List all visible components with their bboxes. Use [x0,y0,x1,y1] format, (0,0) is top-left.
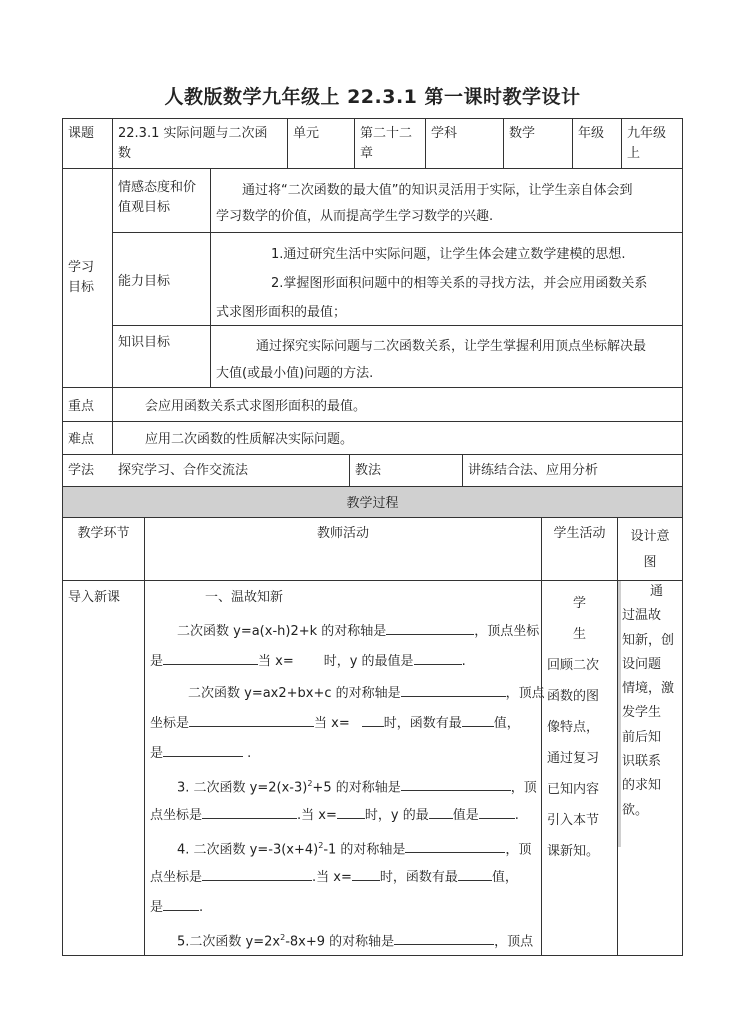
emotion-goal-label: 情感态度和价 值观目标 [118,180,197,215]
difficulty-text: 应用二次函数的性质解决实际问题。 [145,432,354,447]
course-label: 课题 [68,126,95,141]
question-4-line-2: 点坐标是 .当 x= 时，函数有最 值， [150,866,518,888]
ability-goal-text: 1.通过研究生活中实际问题，让学生体会建立数学建模的思想. 2.掌握图形面积问题中的相等关系的寻找方法，并会应用函数关系 式求图形面积的最值； [216,247,648,320]
col-stage-header: 教学环节 [77,526,130,541]
stage-name: 导入新课 [68,590,121,605]
study-method-label: 学法 [68,463,95,478]
emotion-goal-text: 通过将“二次函数的最大值”的知识灵活用于实际，让学生亲自体会到 学习数学的价值，从而提高学生学习数学的兴趣. [216,183,633,224]
design-intent: 通 过温故 知新，创 设问题 情境，激 发学生 前后知 识联系 的求知 欲。 [622,584,675,818]
course-value: 22.3.1 实际问题与二次函 数 [118,126,268,161]
unit-label: 单元 [293,126,320,141]
teach-method-label: 教法 [355,463,382,478]
question-5-line-1: 5.二次函数 $y=2x^2-8x+9$ 的对称轴是 ，顶点 [177,928,533,952]
question-2-line-2: 坐标是 当 x= 时，函数有最 值， [150,712,520,734]
question-3-line-1: 3. 二次函数 $y=2(x-3)^2+5$ 的对称轴是 ，顶 [177,774,537,798]
page-title: 人教版数学九年级上 22.3.1 第一课时教学设计 [164,86,581,108]
key-point-label: 重点 [68,399,95,414]
col-teacher-header: 教师活动 [316,526,369,541]
teach-method-text: 讲练结合法、应用分析 [468,463,599,478]
subject-label: 学科 [431,126,458,141]
unit-value: 第二十二 章 [360,126,413,161]
process-heading: 教学过程 [346,496,399,511]
section-title: 一、温故知新 [205,590,284,605]
student-activity: 学 生 回顾二次 函数的图 像特点， 通过复习 已知内容 引入本节 课新知。 [547,596,600,859]
question-3-line-2: 点坐标是 .当 x= 时，y 的最 值是 . [150,804,519,826]
knowledge-goal-label: 知识目标 [118,335,171,350]
key-point-text: 会应用函数关系式求图形面积的最值。 [145,399,367,414]
col-design-header: 设计意 图 [630,529,670,570]
knowledge-goal-text: 通过探究实际问题与二次函数关系，让学生掌握利用顶点坐标解决最 大值(或最小值)问题的方法. [216,339,647,381]
grade-label: 年级 [578,126,605,141]
question-4-line-1: 4. 二次函数 $y=-3(x+4)^2-1$ 的对称轴是 ，顶 [177,836,531,860]
question-2-line-1: 二次函数 y=ax2+bx+c 的对称轴是 ，顶点 [188,682,545,704]
question-1-line-2: 是 当 x= 时，y 的最值是 . [150,650,466,672]
difficulty-label: 难点 [68,432,95,447]
grade-value: 九年级 上 [627,126,667,161]
question-1-line-1: 二次函数 y=a(x-h)2+k 的对称轴是 ，顶点坐标 [177,620,539,642]
question-4-line-3: 是 . [150,896,203,918]
col-student-header: 学生活动 [553,526,606,541]
subject-value: 数学 [509,126,536,141]
study-method-text: 探究学习、合作交流法 [118,463,249,478]
ability-goal-label: 能力目标 [118,274,171,289]
question-2-line-3: 是 . [150,742,251,764]
objectives-label: 学习 目标 [68,260,95,295]
